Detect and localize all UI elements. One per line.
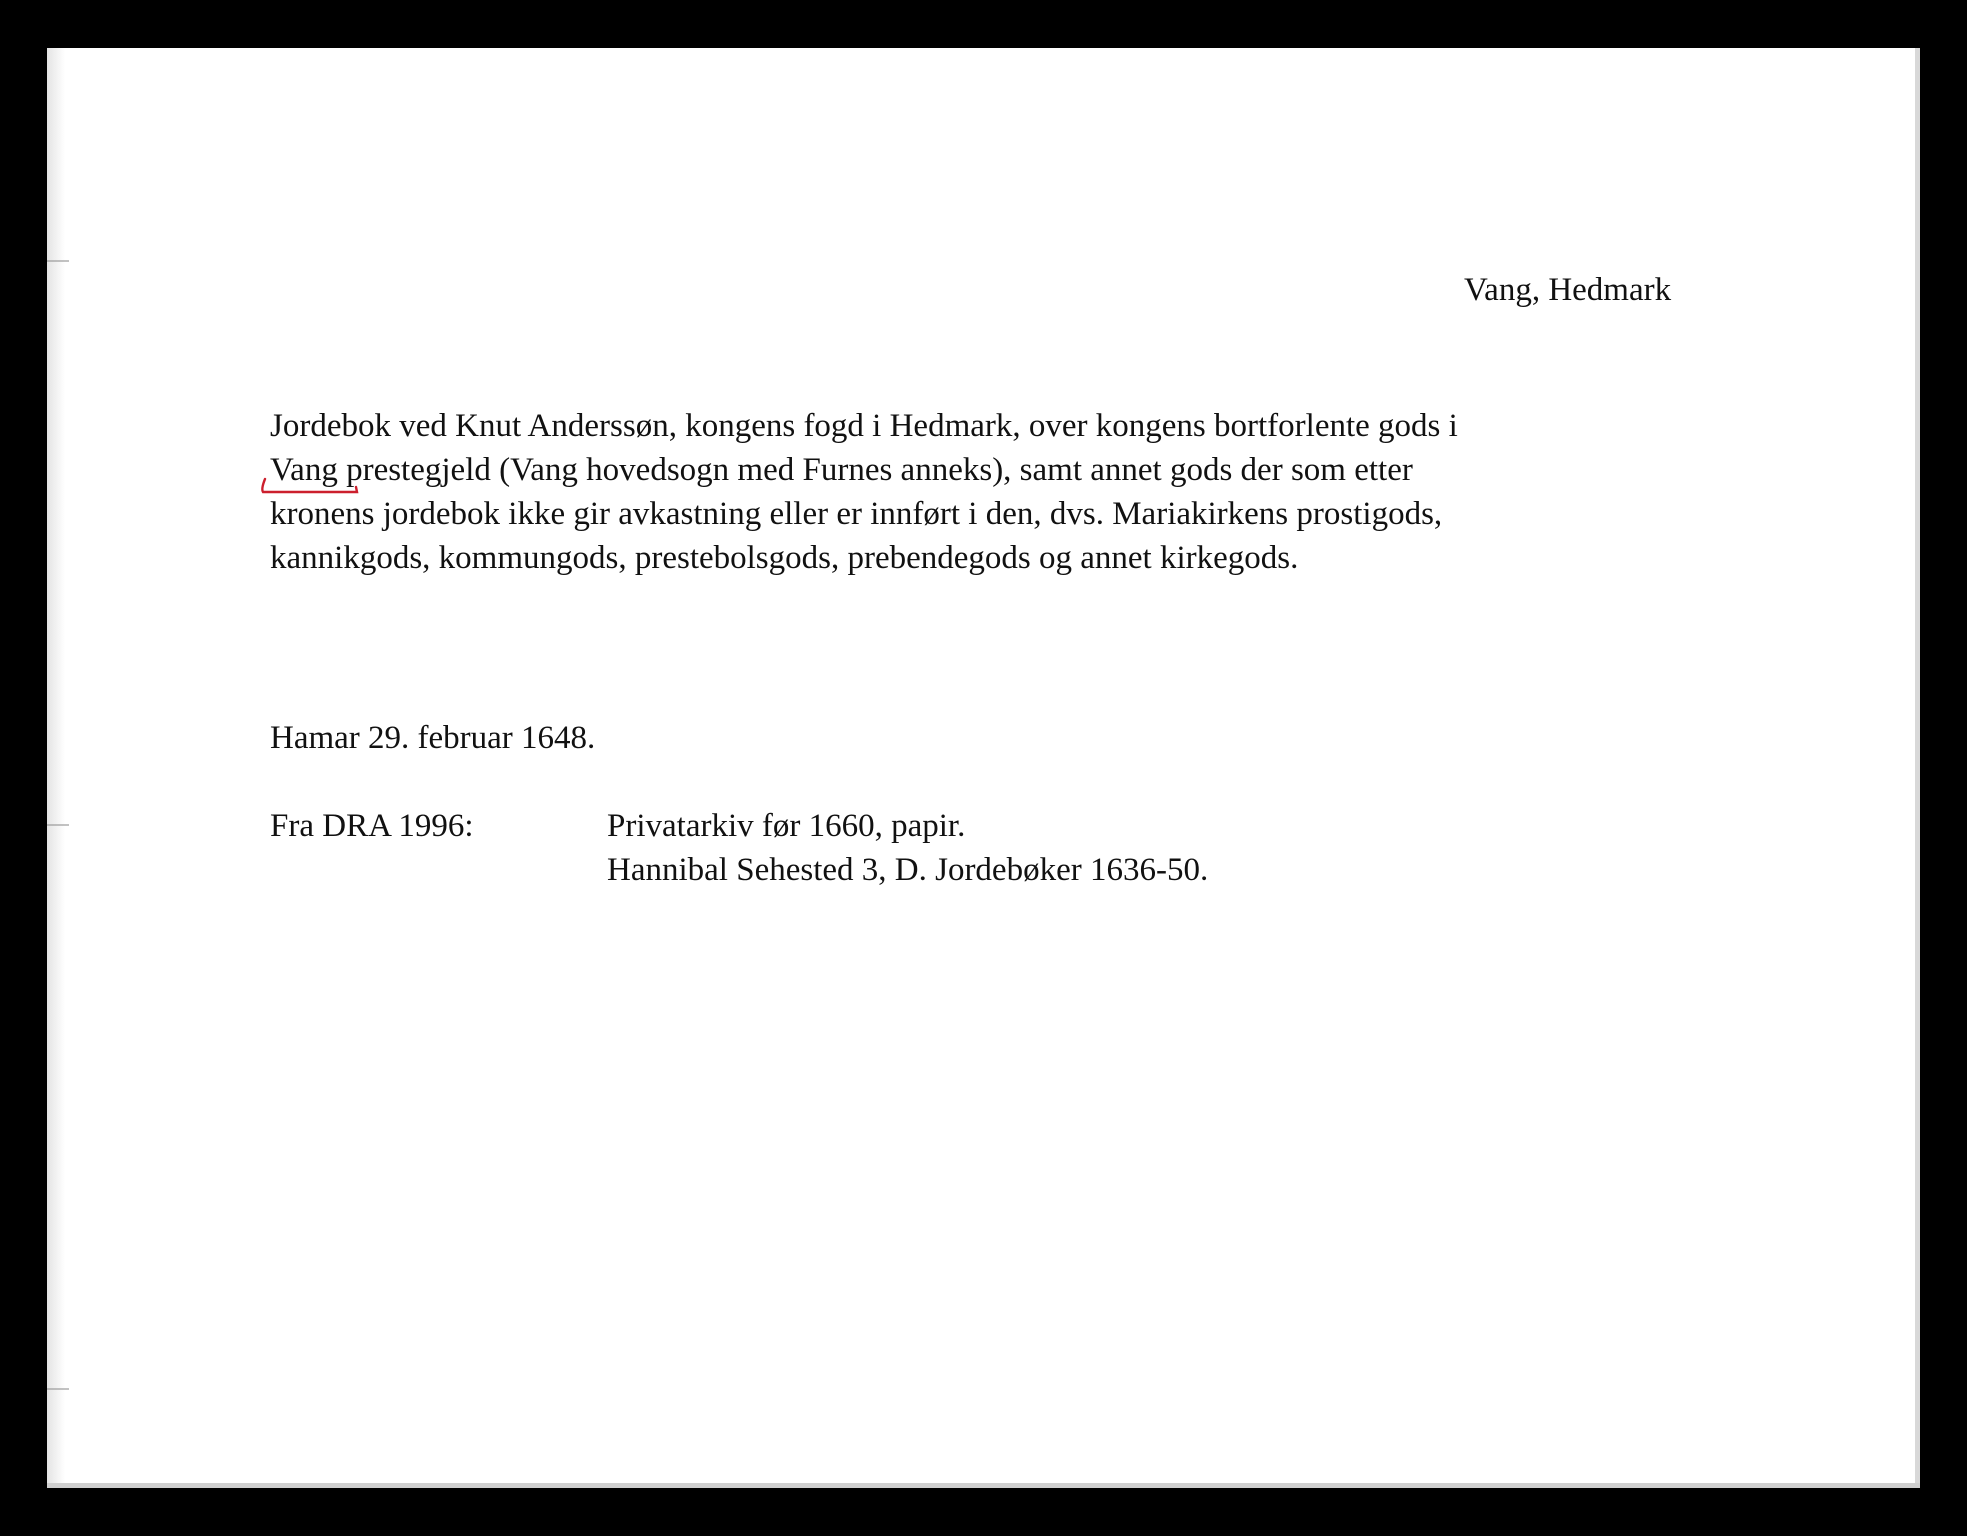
scan-speck xyxy=(47,824,69,826)
source-label: Fra DRA 1996: xyxy=(270,808,474,844)
paragraph-line-4: kannikgods, kommungods, prestebolsgods, prebendegods og annet kirkegods. xyxy=(270,540,1299,576)
scan-speck xyxy=(47,260,69,262)
page-left-shadow xyxy=(47,48,65,1488)
paragraph-line-2 xyxy=(270,448,1458,492)
description-paragraph xyxy=(270,404,1458,580)
marked-word xyxy=(270,448,338,492)
source-details xyxy=(607,804,1208,892)
paragraph-line-3: kronens jordebok ikke gir avkastning eller er innført i den, dvs. Mariakirkens prostigods, xyxy=(270,496,1443,532)
paragraph-line-2-rest: prestegjeld (Vang hovedsogn med Furnes anneks), samt annet gods der som etter xyxy=(337,452,1413,488)
scan-speck xyxy=(47,1388,69,1390)
page-right-edge xyxy=(1915,48,1920,1488)
source-line-2: Hannibal Sehested 3, D. Jordebøker 1636-50. xyxy=(607,852,1209,888)
source-line-1: Privatarkiv før 1660, papir. xyxy=(607,808,966,844)
paragraph-line-1: Jordebok ved Knut Anderssøn, kongens fogd i Hedmark, over kongens bortforlente gods i xyxy=(270,408,1458,444)
document-page xyxy=(47,48,1920,1488)
page-bottom-edge xyxy=(47,1483,1920,1488)
marked-word-text: Vang xyxy=(270,452,338,488)
document-date: Hamar 29. februar 1648. xyxy=(270,720,596,756)
document-heading: Vang, Hedmark xyxy=(1464,272,1672,308)
